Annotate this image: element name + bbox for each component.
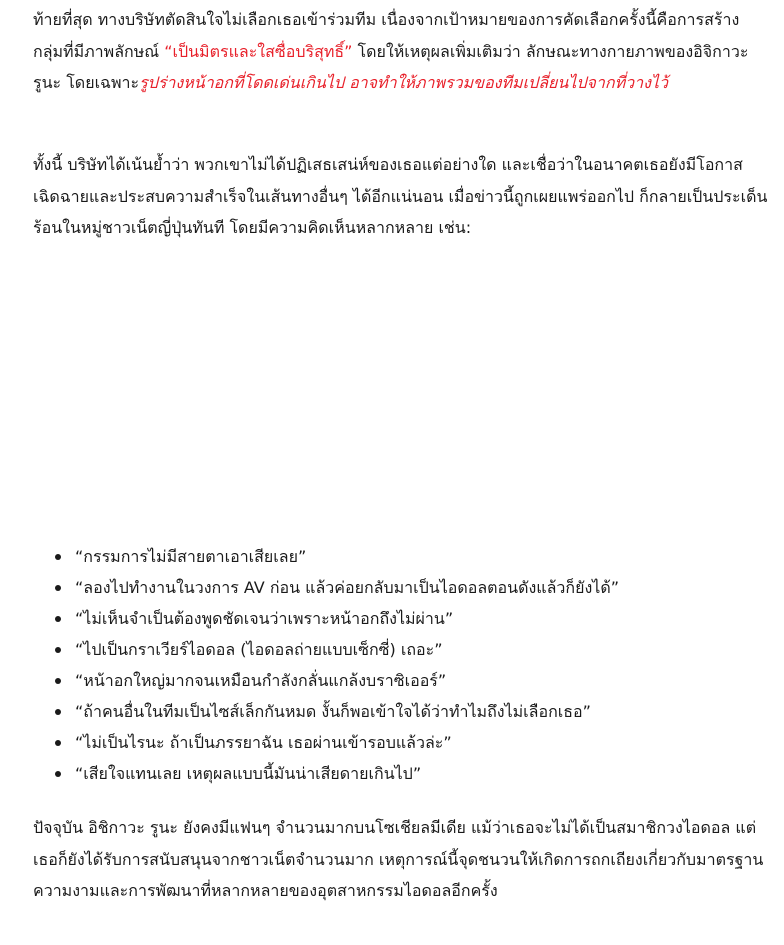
bullet-icon: [55, 740, 61, 746]
comment-text: “ไม่เห็นจำเป็นต้องพูดชัดเจนว่าเพราะหน้าอกถึงไม่ผ่าน”: [75, 609, 454, 628]
bullet-icon: [55, 554, 61, 560]
paragraph-decision-text-middle: โดยให้เหตุผลเพิ่มเติมว่า ลักษณะทางกายภาพของอิจิกาวะ รูนะ โดยเฉพาะ: [33, 41, 749, 92]
highlight-reason: รูปร่างหน้าอกที่โดดเด่นเกินไป อาจทำให้ภาพรวมของทีมเปลี่ยนไปจากที่วางไว้: [139, 73, 668, 92]
bullet-icon: [55, 709, 61, 715]
bullet-icon: [55, 647, 61, 653]
bullet-icon: [55, 585, 61, 591]
paragraph-decision-text-before: ท้ายที่สุด ทางบริษัทตัดสินใจไม่เลือกเธอเข้าร่วมทีม เนื่องจากเป้าหมายของการคัดเลือกครั้งนี้คือการสร้างกลุ่มที่มีภาพลักษณ์: [33, 10, 740, 61]
comment-text: “ไม่เป็นไรนะ ถ้าเป็นภรรยาฉัน เธอผ่านเข้ารอบแล้วล่ะ”: [75, 733, 452, 752]
comment-text: “ลองไปทำงานในวงการ AV ก่อน แล้วค่อยกลับมาเป็นไอดอลตอนดังแล้วก็ยังได้”: [75, 578, 619, 597]
comment-text: “เสียใจแทนเลย เหตุผลแบบนี้มันน่าเสียดายเกินไป”: [75, 764, 422, 783]
paragraph-decision: [33, 4, 769, 99]
comment-list: [33, 541, 769, 789]
highlight-quote: “เป็นมิตรและใสซื่อบริสุทธิ์”: [164, 41, 353, 61]
embedded-media-placeholder: [33, 250, 769, 530]
paragraph-reaction: ทั้งนี้ บริษัทได้เน้นย้ำว่า พวกเขาไม่ได้ปฏิเสธเสน่ห์ของเธอแต่อย่างใด และเชื่อว่าในอนาคตเธอยังมีโอกาสเฉิดฉายและประสบความสำเร็จในเส้นทางอื่นๆ ได้อีกแน่นอน เมื่อข่าวนี้ถูกเผยแพร่ออกไป ก็กลายเป็นประเด็นร้อนในหมู่ชาวเน็ตญี่ปุ่นทันที โดยมีความคิดเห็นหลากหลาย เช่น:: [33, 155, 768, 237]
list-item: [75, 634, 769, 665]
bullet-icon: [55, 616, 61, 622]
list-item: [75, 603, 769, 634]
list-item: [75, 727, 769, 758]
comment-text: “กรรมการไม่มีสายตาเอาเสียเลย”: [75, 547, 307, 566]
comment-text: “ถ้าคนอื่นในทีมเป็นไซส์เล็กกันหมด งั้นก็พอเข้าใจได้ว่าทำไมถึงไม่เลือกเธอ”: [75, 702, 591, 721]
list-item: [75, 541, 769, 572]
list-item: [75, 572, 769, 603]
comment-text: “ไปเป็นกราเวียร์ไอดอล (ไอดอลถ่ายแบบเซ็กซี่) เถอะ”: [75, 640, 443, 659]
list-item: [75, 696, 769, 727]
paragraph-conclusion: ปัจจุบัน อิชิกาวะ รูนะ ยังคงมีแฟนๆ จำนวนมากบนโซเชียลมีเดีย แม้ว่าเธอจะไม่ได้เป็นสมาชิกวงไอดอล แต่เธอก็ยังได้รับการสนับสนุนจากชาวเน็ตจำนวนมาก เหตุการณ์นี้จุดชนวนให้เกิดการถกเถียงเกี่ยวกับมาตรฐานความงามและการพัฒนาที่หลากหลายของอุตสาหกรรมไอดอลอีกครั้ง: [33, 818, 764, 900]
list-item: [75, 665, 769, 696]
list-item: [75, 758, 769, 789]
comment-text: “หน้าอกใหญ่มากจนเหมือนกำลังกลั่นแกล้งบราซิเออร์”: [75, 671, 447, 690]
bullet-icon: [55, 678, 61, 684]
bullet-icon: [55, 771, 61, 777]
